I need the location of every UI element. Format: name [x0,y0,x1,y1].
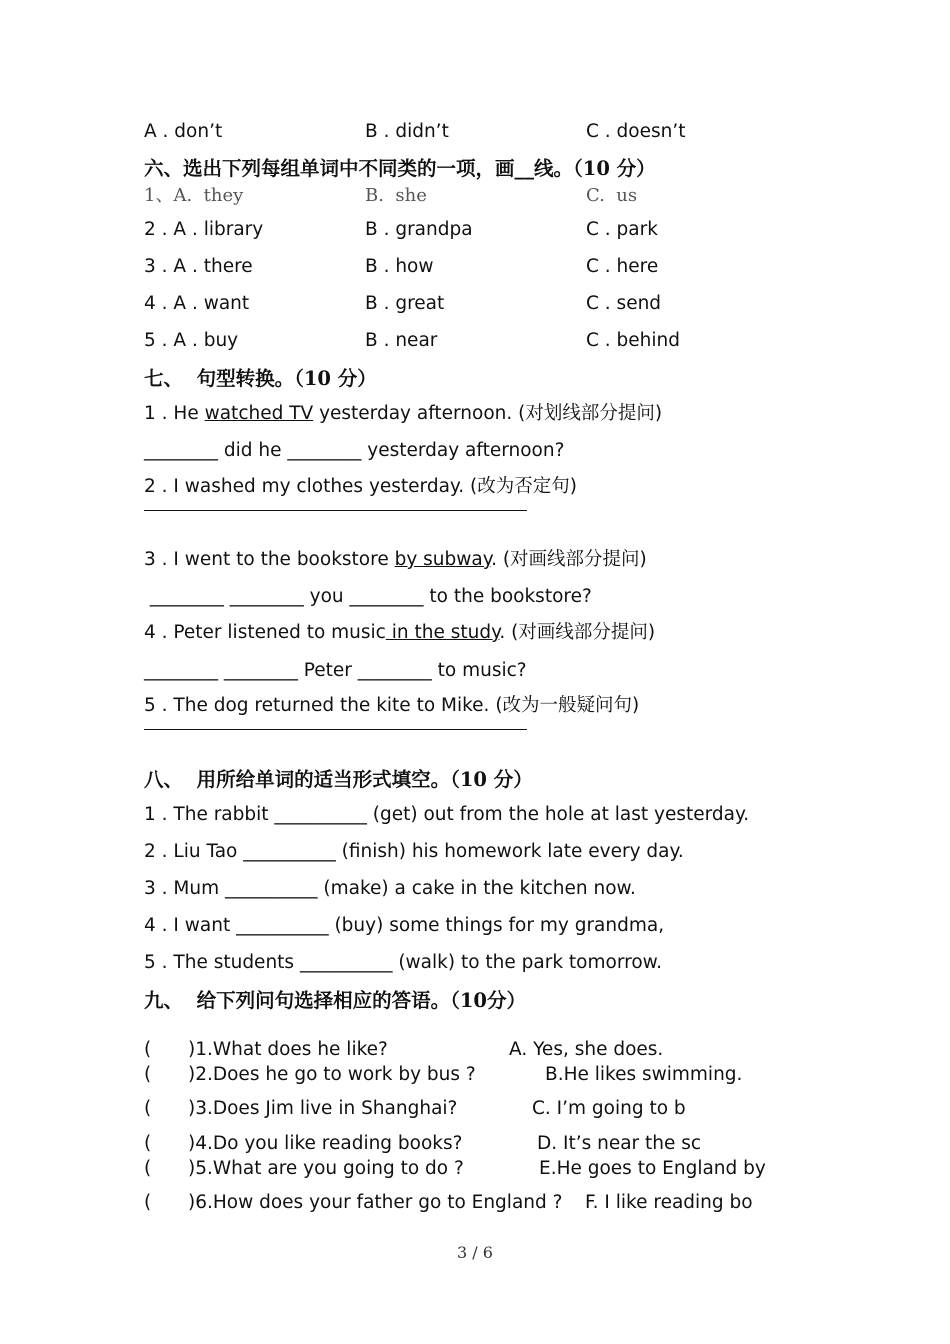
section-7-question-5: 5 . The dog returned the kite to Mike. (改为一般疑问句) [144,695,640,716]
section-8-title: 八、 用所给单词的适当形式填空。（10 分） [144,768,533,791]
section-9-item-3[interactable]: ( )3.Does Jim live in Shanghai? C. I’m going to b [144,1098,686,1119]
section-9-title: 九、 给下列问句选择相应的答语。（10分） [144,989,526,1012]
section-6-row-3: 3 . A . there B . how C . here [144,256,659,277]
section-7-answer-3[interactable]: ________ ________ you ________ to the bookstore? [144,586,592,607]
section-7-answer-1[interactable]: ________ did he ________ yesterday afternoon? [144,440,565,461]
underlined-phrase: by subway [394,549,492,570]
section-7-title: 七、 句型转换。（10 分） [144,367,377,390]
option-b: B . didn’t [365,121,449,142]
section-8-item-5[interactable]: 5 . The students __________ (walk) to the park tomorrow. [144,952,662,973]
section-7-question-3: 3 . I went to the bookstore by subway. (对画线部分提问) [144,549,647,570]
page-number: 3 / 6 [457,1243,493,1262]
section-9-item-6[interactable]: ( )6.How does your father go to England ? F. I like reading bo [144,1192,753,1213]
section-7-question-1: 1 . He watched TV yesterday afternoon. (对划线部分提问) [144,403,663,424]
section-9-item-5[interactable]: ( )5.What are you going to do ? E.He goes to England by [144,1158,766,1179]
section-8-item-2[interactable]: 2 . Liu Tao __________ (finish) his homework late every day. [144,841,684,862]
section-8-item-3[interactable]: 3 . Mum __________ (make) a cake in the kitchen now. [144,878,636,899]
section-8-item-1[interactable]: 1 . The rabbit __________ (get) out from the hole at last yesterday. [144,804,750,825]
section-9-item-4[interactable]: ( )4.Do you like reading books? D. It’s near the sc [144,1133,702,1154]
underlined-phrase: in the study [385,622,500,643]
section-6-row-1: 1、A. they B. she C. us [144,185,638,206]
section-6-row-5: 5 . A . buy B . near C . behind [144,330,681,351]
section-9-item-2[interactable]: ( )2.Does he go to work by bus ? B.He likes swimming. [144,1064,743,1085]
underlined-phrase: watched TV [204,403,314,424]
section-7-answer-4[interactable]: ________ ________ Peter ________ to music? [144,660,527,681]
option-c: C . doesn’t [586,121,686,142]
section-8-item-4[interactable]: 4 . I want __________ (buy) some things for my grandma, [144,915,665,936]
option-a: A . don’t [144,121,223,142]
section-9-item-1[interactable]: ( )1.What does he like? A. Yes, she does. [144,1039,664,1060]
section-7-question-2: 2 . I washed my clothes yesterday. (改为否定句) [144,476,577,497]
section-6-row-2: 2 . A . library B . grandpa C . park [144,219,658,240]
section-6-title: 六、选出下列每组单词中不同类的一项，画__线。（10 分） [144,157,656,180]
answer-line-5[interactable] [144,729,527,730]
section-6-row-4: 4 . A . want B . great C . send [144,293,662,314]
section-7-question-4: 4 . Peter listened to music in the study. (对画线部分提问) [144,622,656,643]
previous-question-options [0,120,950,144]
answer-line-2[interactable] [144,510,527,511]
